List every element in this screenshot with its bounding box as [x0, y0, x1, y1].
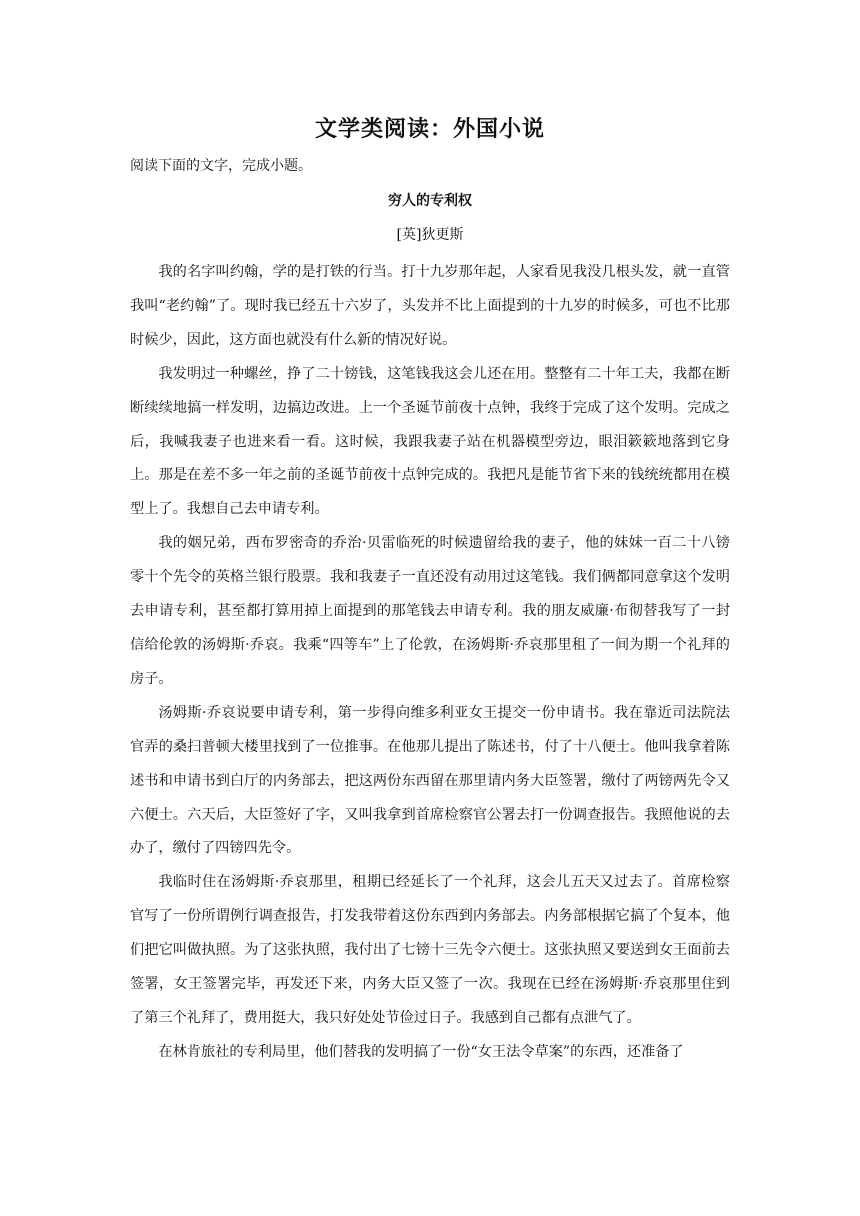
story-author: [英]狄更斯	[396, 227, 464, 243]
paragraph: 在林肯旅社的专利局里，他们替我的发明搞了一份“女王法令草案”的东西，还准备了	[158, 1043, 684, 1060]
page-title: 文学类阅读：外国小说	[314, 116, 545, 142]
paragraph: 我发明过一种螺丝，挣了二十镑钱，这笔钱我这会儿还在用。整整有二十年工夫，我都在断断续续地搞一样发明，边搞边改进。上一个圣诞节前夜十点钟，我终于完成了这个发明。完成之后，我喊我妻子也进来看一看。这时候，我跟我妻子站在机器模型旁边，眼泪簌簌地落到它身上。那是在差不多一年之前的圣诞节前夜十点钟完成的。我把凡是能节省下来的钱统统都用在模型上了。我想自己去申请专利。	[130, 365, 730, 518]
story-body	[130, 256, 730, 1070]
paragraph: 汤姆斯·乔哀说要申请专利，第一步得向维多利亚女王提交一份申请书。我在靠近司法院法官弄的桑扫普顿大楼里找到了一位推事。在他那儿提出了陈述书，付了十八便士。他叫我拿着陈述书和申请书到白厅的内务部去，把这两份东西留在那里请内务大臣签署，缴付了两镑两先令又六便士。六天后，大臣签好了字，又叫我拿到首席检察官公署去打一份调查报告。我照他说的去办了，缴付了四镑四先令。	[130, 704, 730, 857]
instruction-text: 阅读下面的文字，完成小题。	[130, 158, 312, 174]
paragraph: 我临时住在汤姆斯·乔哀那里，租期已经延长了一个礼拜，这会儿五天又过去了。首席检察官写了一份所谓例行调查报告，打发我带着这份东西到内务部去。内务部根据它搞了个复本，他们把它叫做执照。为了这张执照，我付出了七镑十三先令六便士。这张执照又要送到女王面前去签署，女王签署完毕，再发还下来，内务大臣又签了一次。我现在已经在汤姆斯·乔哀那里住到了第三个礼拜了，费用挺大，我只好处处节俭过日子。我感到自己都有点泄气了。	[130, 874, 730, 1026]
paragraph: 我的名字叫约翰，学的是打铁的行当。打十九岁那年起，人家看见我没几根头发，就一直管我叫“老约翰”了。现时我已经五十六岁了，头发并不比上面提到的十九岁的时候多，可也不比那时候少，因此，这方面也就没有什么新的情况好说。	[130, 264, 730, 348]
paragraph: 我的姻兄弟，西布罗密奇的乔治·贝雷临死的时候遗留给我的妻子，他的妹妹一百二十八镑零十个先令的英格兰银行股票。我和我妻子一直还没有动用过这笔钱。我们俩都同意拿这个发明去申请专利，甚至都打算用掉上面提到的那笔钱去申请专利。我的朋友威廉·布彻替我写了一封信给伦敦的汤姆斯·乔哀。我乘“四等车”上了伦敦，在汤姆斯·乔哀那里租了一间为期一个礼拜的房子。	[130, 535, 730, 687]
story-title: 穷人的专利权	[388, 193, 472, 209]
